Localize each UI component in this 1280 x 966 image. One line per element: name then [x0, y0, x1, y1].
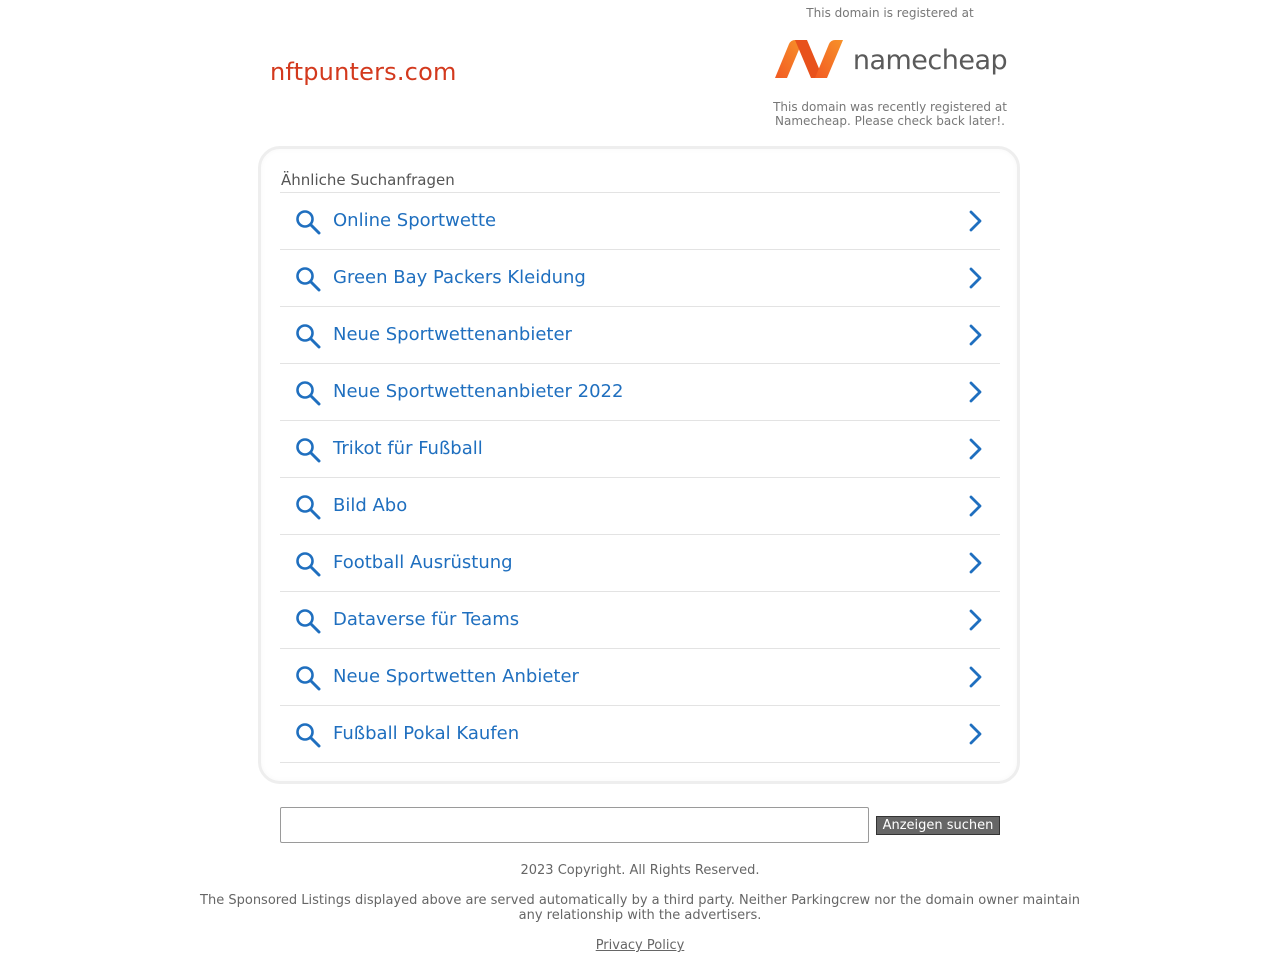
chevron-right-icon	[966, 495, 984, 517]
related-search-item[interactable]	[280, 706, 1000, 763]
search-icon	[295, 266, 321, 292]
ad-search-form	[280, 807, 1000, 843]
related-search-label: Neue Sportwettenanbieter	[333, 324, 572, 345]
search-icon	[295, 323, 321, 349]
chevron-right-icon	[966, 267, 984, 289]
related-search-item[interactable]	[280, 535, 1000, 592]
search-icon	[295, 437, 321, 463]
related-search-item[interactable]	[280, 193, 1000, 250]
related-search-item[interactable]	[280, 421, 1000, 478]
namecheap-logo[interactable]	[760, 32, 1020, 88]
chevron-right-icon	[966, 666, 984, 688]
related-search-item[interactable]	[280, 307, 1000, 364]
related-search-label: Online Sportwette	[333, 210, 497, 231]
related-search-item[interactable]	[280, 649, 1000, 706]
search-icon	[295, 209, 321, 235]
recently-registered-note: This domain was recently registered at Namecheap. Please check back later!.	[773, 100, 1007, 128]
chevron-right-icon	[966, 723, 984, 745]
related-search-item[interactable]	[280, 478, 1000, 535]
search-icon	[295, 551, 321, 577]
registered-at-label: This domain is registered at	[806, 6, 974, 20]
related-search-label: Dataverse für Teams	[333, 609, 520, 630]
related-search-label: Neue Sportwettenanbieter 2022	[333, 381, 624, 402]
chevron-right-icon	[966, 381, 984, 403]
search-icon	[295, 665, 321, 691]
privacy-policy-link[interactable]: Privacy Policy	[595, 938, 685, 953]
related-search-label: Fußball Pokal Kaufen	[333, 723, 520, 744]
privacy-policy	[0, 938, 1280, 953]
search-icon	[295, 494, 321, 520]
namecheap-n-icon	[773, 40, 845, 80]
related-searches-list	[280, 192, 1000, 763]
chevron-right-icon	[966, 609, 984, 631]
related-search-label: Bild Abo	[333, 495, 408, 516]
sponsored-disclaimer: The Sponsored Listings displayed above are served automatically by a third party. Neither Parkingcrew nor the domain owner maintain any relationship with the advertisers.	[200, 893, 1080, 923]
chevron-right-icon	[966, 324, 984, 346]
related-searches-panel	[258, 146, 1020, 784]
chevron-right-icon	[966, 210, 984, 232]
related-search-label: Trikot für Fußball	[333, 438, 483, 459]
related-searches-heading: Ähnliche Suchanfragen	[281, 171, 455, 189]
related-search-item[interactable]	[280, 250, 1000, 307]
related-search-item[interactable]	[280, 364, 1000, 421]
related-search-item[interactable]	[280, 592, 1000, 649]
related-search-label: Neue Sportwetten Anbieter	[333, 666, 579, 687]
registrar-box	[760, 0, 1020, 128]
search-icon	[295, 380, 321, 406]
search-icon	[295, 608, 321, 634]
namecheap-wordmark: namecheap	[852, 44, 1008, 76]
related-search-label: Football Ausrüstung	[333, 552, 513, 573]
search-icon	[295, 722, 321, 748]
copyright-text: 2023 Copyright. All Rights Reserved.	[520, 863, 760, 878]
search-ads-button[interactable]: Anzeigen suchen	[876, 816, 1000, 835]
domain-title: nftpunters.com	[270, 58, 457, 86]
chevron-right-icon	[966, 552, 984, 574]
chevron-right-icon	[966, 438, 984, 460]
search-input[interactable]	[280, 807, 869, 843]
related-search-label: Green Bay Packers Kleidung	[333, 267, 586, 288]
